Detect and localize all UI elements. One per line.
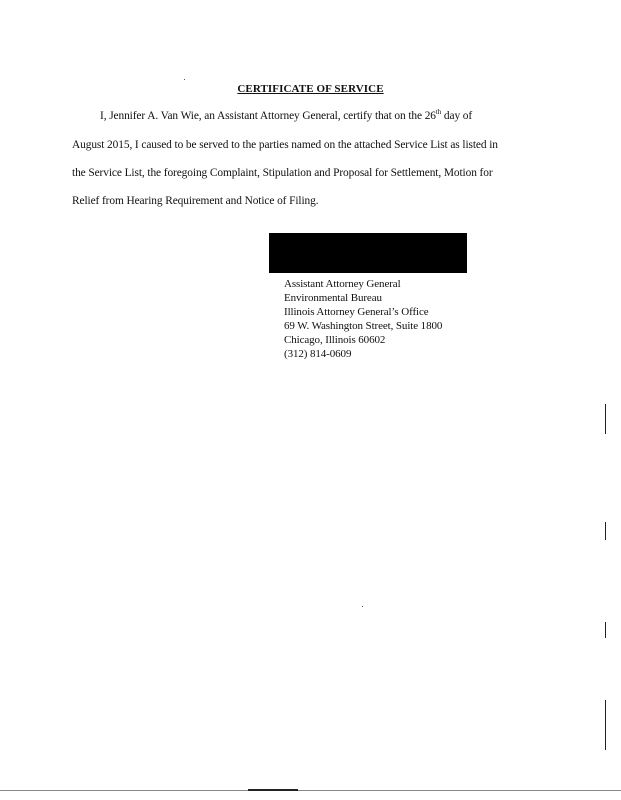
scan-speck	[184, 79, 185, 80]
paragraph-line-2: August 2015, I caused to be served to the parties named on the attached Service List as listed in	[72, 139, 498, 151]
signer-street: 69 W. Washington Street, Suite 1800	[284, 320, 443, 332]
signer-bureau: Environmental Bureau	[284, 292, 382, 304]
scan-edge-mark	[605, 700, 606, 750]
paragraph-line-3: the Service List, the foregoing Complaint, Stipulation and Proposal for Settlement, Motion for	[72, 167, 493, 179]
scan-edge-mark	[605, 404, 606, 434]
document-title: CERTIFICATE OF SERVICE	[237, 83, 384, 95]
signer-title: Assistant Attorney General	[284, 278, 401, 290]
signer-office: Illinois Attorney General’s Office	[284, 306, 429, 318]
signer-city: Chicago, Illinois 60602	[284, 334, 386, 346]
paragraph-line-1-text: I, Jennifer A. Van Wie, an Assistant Attorney General, certify that on the 26	[100, 110, 436, 122]
scan-speck	[362, 606, 363, 607]
signature-block	[284, 277, 442, 361]
scan-edge-mark	[605, 522, 606, 540]
paragraph-line-4: Relief from Hearing Requirement and Notice of Filing.	[72, 195, 319, 207]
signer-phone: (312) 814-0609	[284, 348, 352, 360]
ordinal-suffix: th	[435, 108, 442, 117]
paragraph-line-1	[100, 110, 472, 122]
scan-edge-mark	[605, 622, 606, 638]
page-bottom-edge	[0, 790, 621, 791]
page-bottom-edge-mark	[248, 789, 298, 791]
redacted-signature	[269, 233, 467, 273]
paragraph-line-1-tail: day of	[441, 110, 473, 122]
